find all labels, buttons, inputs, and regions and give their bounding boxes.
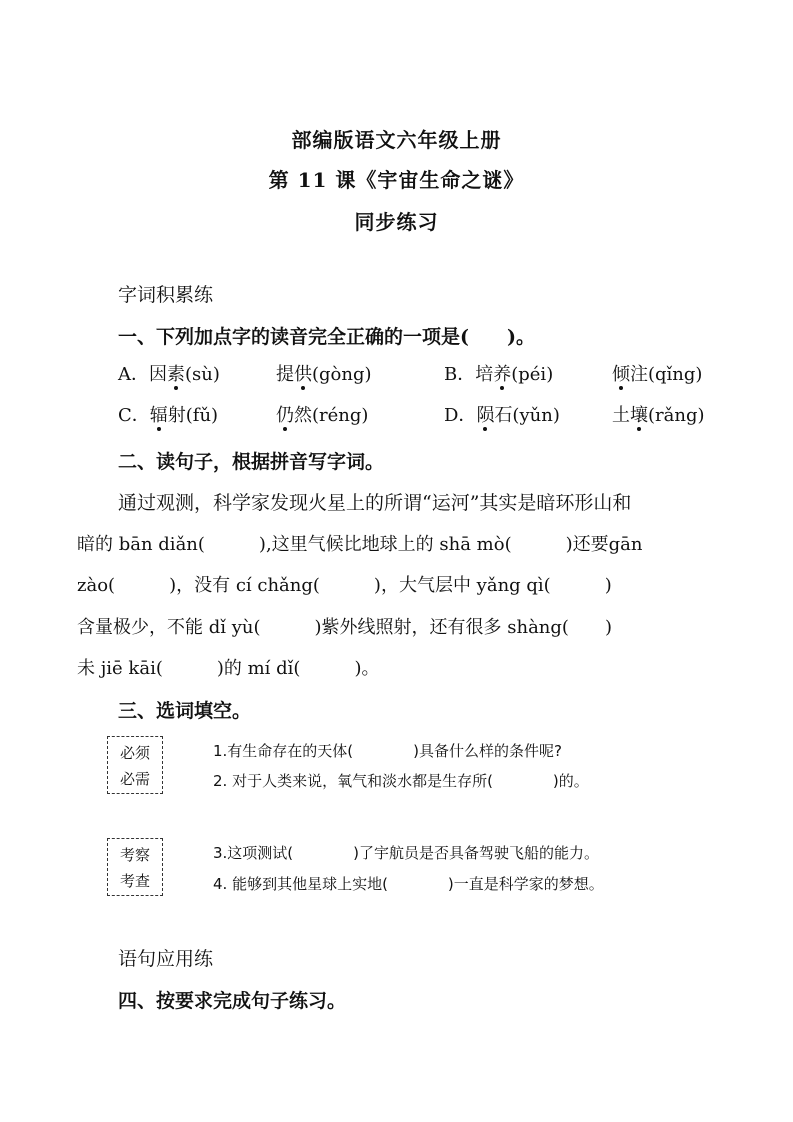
word-choice: 必须	[119, 744, 150, 762]
option-d-1: D．陨石(yǔn)	[444, 401, 560, 427]
option-c-1: C．辐射(fǔ)	[118, 401, 218, 427]
doc-title-line2: 第 11 课《宇宙生命之谜》	[268, 168, 525, 192]
question-3-stem: 三、选词填空。	[118, 700, 252, 722]
option-c-2: 仍然(réng)	[276, 401, 368, 427]
section-heading-vocab: 字词积累练	[118, 284, 214, 306]
q2-paragraph-line: 含量极少，不能 dǐ yù( )紫外线照射，还有很多 shàng( )	[77, 617, 612, 638]
option-a-1: A．因素(sù)	[118, 360, 220, 386]
q2-paragraph-line: 未 jiē kāi( )的 mí dǐ( )。	[77, 658, 380, 679]
word-choice: 考察	[119, 846, 150, 864]
doc-title-line3: 同步练习	[354, 210, 439, 234]
word-choice: 考查	[119, 872, 150, 890]
fill-sentence: 3.这项测试( )了宇航员是否具备驾驶飞船的能力。	[213, 844, 600, 862]
word-choice: 必需	[119, 770, 150, 788]
question-1-stem: 一、下列加点字的读音完全正确的一项是( )。	[118, 326, 535, 348]
fill-sentence: 1.有生命存在的天体( )具备什么样的条件呢?	[213, 742, 562, 760]
option-d-2: 土壤(rǎng)	[612, 401, 705, 427]
section-heading-sentence: 语句应用练	[118, 948, 214, 970]
question-4-stem: 四、按要求完成句子练习。	[118, 990, 347, 1012]
option-b-1: B．培养(péi)	[444, 360, 553, 386]
question-2-stem: 二、读句子，根据拼音写字词。	[118, 451, 385, 473]
option-b-2: 倾注(qǐng)	[612, 360, 702, 386]
doc-title-line1: 部编版语文六年级上册	[291, 128, 502, 152]
option-a-2: 提供(gòng)	[276, 360, 372, 386]
fill-sentence: 4. 能够到其他星球上实地( )一直是科学家的梦想。	[213, 875, 604, 893]
q2-paragraph-line: zào( )，没有 cí chǎng( )，大气层中 yǎng qì( )	[77, 575, 612, 596]
word-choice-box	[107, 736, 163, 794]
q2-paragraph-line: 暗的 bān diǎn( ),这里气候比地球上的 shā mò( )还要gān	[77, 534, 643, 555]
q2-paragraph-line: 通过观测，科学家发现火星上的所谓“运河”其实是暗环形山和	[118, 492, 632, 514]
word-choice-box	[107, 838, 163, 896]
fill-sentence: 2. 对于人类来说，氧气和淡水都是生存所( )的。	[213, 772, 589, 790]
